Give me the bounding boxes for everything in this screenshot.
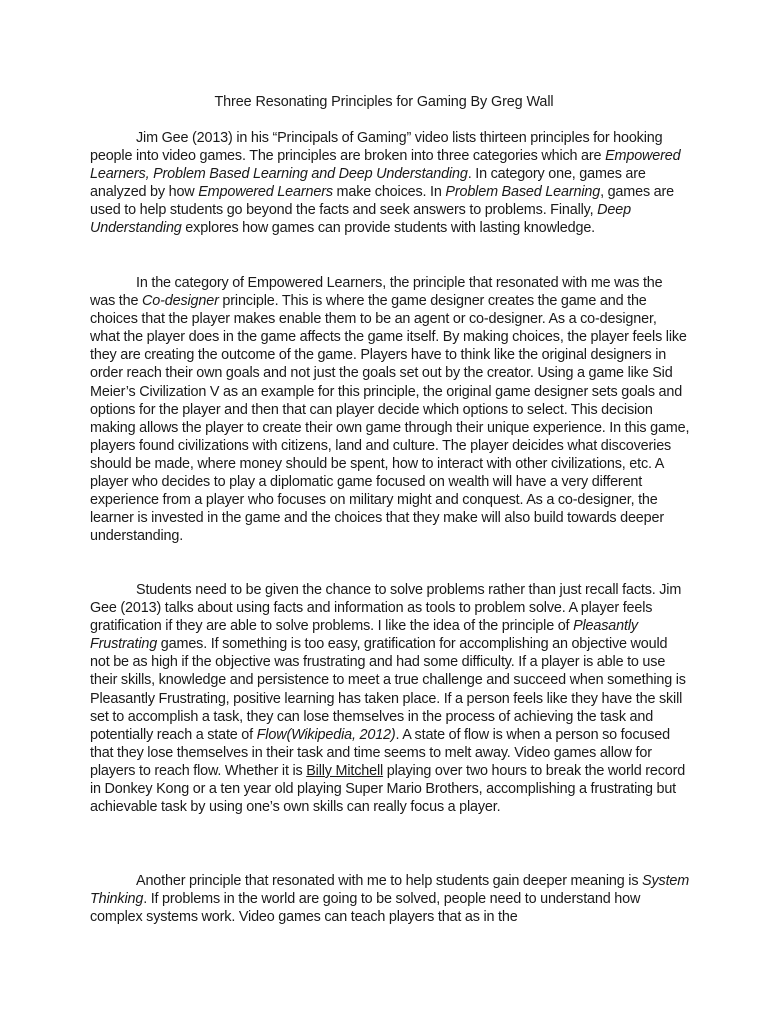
italic-term: Problem Based Learning [445,184,601,201]
italic-term: Empowered Learners [198,184,333,201]
italic-term: Pleasantly Frustrating [90,618,638,653]
text-run: . In category one, games are analyzed by how [90,166,646,201]
italic-term: Empowered Learners, Problem Based Learning and Deep Understanding [90,148,681,183]
paragraph-1 [90,129,690,238]
text-run: principle. This is where the game designer creates the game and the choices that the player makes enable them to be an agent or co-designer. As a co-designer, what the player does in the game affects the game itself. By making choices, the player feels like they are creating the outcome of the game. Players have to think like the original designers in order reach their own goals and not just the goals set out by the creator. Using a game like Sid Meier’s Civilization V as an example for this principle, the original game designer sets goals and options for the player and then that can player decide which options to select. This decision making allows the player to create their own game through their unique experience. In this game, players found civilizations with citizens, land and culture. The player deicides what discoveries should be made, where money should be spent, how to interact with other civilizations, etc. A player who decides to play a diplomatic game focused on wealth will have a very different experience from a player who focuses on military might and conquest. As a co-designer, the learner is invested in the game and the choices that they make will also build towards deeper understanding. [90,293,690,545]
document-title: Three Resonating Principles for Gaming By Greg Wall [214,94,554,110]
text-run: . A state of flow is when a person so focused that they lose themselves in their task and time seems to melt away. Video games allow for players to reach flow. Whether it is [90,726,670,779]
text-run: explores how games can provide students with lasting knowledge. [181,220,596,237]
text-run: , games are used to help students go beyond the facts and seek answers to problems. Finally, [90,184,675,219]
underlined-name: Billy Mitchell [306,762,384,779]
italic-term: Co-designer [142,293,219,310]
paragraph-3 [90,581,690,816]
italic-term: System Thinking [90,873,690,908]
text-run: Another principle that resonated with me to help students gain deeper meaning is [136,873,643,889]
text-run: . If problems in the world are going to be solved, people need to understand how complex systems work. Video games can teach players that as in the [90,891,641,926]
text-run: Jim Gee (2013) in his “Principals of Gaming” video lists thirteen principles for hooking people into video games. The principles are broken into three categories which are [90,130,663,165]
text-run: make choices. In [332,184,446,201]
text-run: games. If something is too easy, gratification for accomplishing an objective would not be as high if the objective was frustrating and had some difficulty. If a player is able to use their skills, knowledge and persistence to meet a true challenge and succeed when something is Pleasantly Frustrating, positive learning has taken place. If a person feels like they have the skill set to accomplish a task, they can lose themselves in the process of achieving the task and potentially reach a state of [90,636,686,743]
italic-term: Flow(Wikipedia, 2012) [256,726,396,743]
paragraph-4 [90,872,690,926]
text-run: Students need to be given the chance to solve problems rather than just recall facts. Jim Gee (2013) talks about using facts and information as tools to problem solve. A player feels gratification if they are able to solve problems. I like the idea of the principle of [90,582,682,635]
paragraph-2 [90,274,690,545]
text-run: playing over two hours to break the world record in Donkey Kong or a ten year old playing Super Mario Brothers, accomplishing a frustrating but achievable task by using one’s own skills can really focus a player. [90,762,686,816]
italic-term: Deep Understanding [90,202,631,237]
text-run: In the category of Empowered Learners, the principle that resonated with me was the was the [90,275,663,310]
